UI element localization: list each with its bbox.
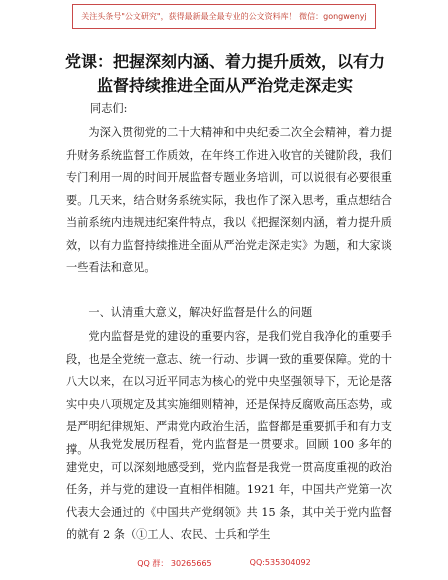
footer-qq: QQ:535304092 (249, 558, 311, 567)
footer-qq-group: QQ 群： 30265665 (137, 559, 212, 568)
greeting: 同志们: (90, 102, 128, 115)
paragraph-body-1: 党内监督是党的建设的重要内容，是我们党自我净化的重要手段，也是全党统一意志、统一行动、步调一致的重要保障。党的十八大以来，在以习近平同志为核心的党中央坚强领导下，无论是落实中央八项规定及其实施细则精神，还是保持反腐败高压态势，或是严明纪律规矩、严肃党内政治生活，监督都是重要抓手和有力支撑。 (66, 330, 392, 456)
paragraph-body-2: 从我党发展历程看，党内监督是一贯要求。回顾 100 多年的建党史，可以深刻地感受到，党内监督是我党一贯高度重视的政治任务，并与党的建设一直相伴相随。1921 年，中国共产党第一次代表大会通过的《中国共产党纲领》共 15 条，其中关于党内监督的就有 2 条（①工人、农民、士兵和学生 (66, 438, 392, 541)
banner-text: 关注头条号"公文研究"，获得最新最全最专业的公文资料库！ 微信：gongwenyj (81, 12, 367, 21)
title-line-1: 党课：把握深刻内涵、着力提升质效，以有力 (64, 52, 385, 71)
footer (0, 558, 448, 569)
paragraph-intro: 为深入贯彻党的二十大精神和中央纪委二次全会精神，着力提升财务系统监督工作质效，在年终工作进入收官的关键阶段，我们专门利用一周的时间开展监督专题业务培训，可以说很有必要很重要。几天来，结合财务系统实际，我也作了深入思考，重点想结合当前系统内违规违纪案件特点，我以《把握深刻内涵，着力提升质效，以有力监督持续推进全面从严治党走深走实》为题，和大家谈一些看法和意见。 (66, 126, 392, 274)
title-line-2: 监督持续推进全面从严治党走深走实 (96, 76, 353, 95)
document-title (60, 50, 390, 98)
top-banner (72, 4, 376, 29)
section-heading-1: 一、认清重大意义，解决好监督是什么的问题 (88, 306, 313, 319)
